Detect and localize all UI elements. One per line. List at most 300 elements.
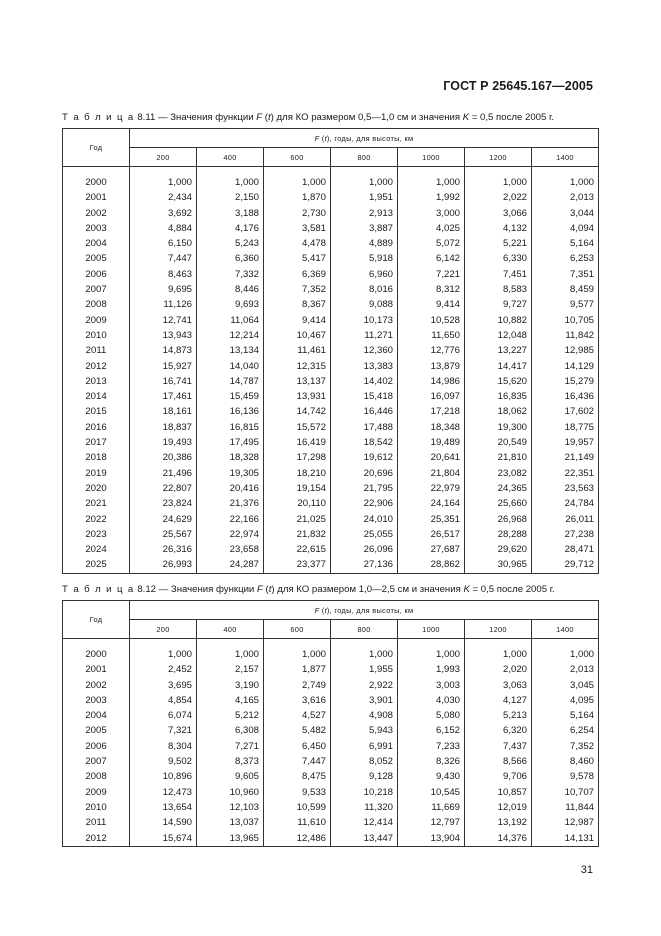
value-cell: 1,000 (331, 647, 398, 662)
value-cell: 9,693 (197, 297, 264, 312)
value-cell: 1,955 (331, 662, 398, 677)
year-cell: 2008 (63, 769, 130, 784)
value-cell: 20,696 (331, 466, 398, 481)
value-cell: 10,882 (465, 313, 532, 328)
value-cell: 18,348 (398, 420, 465, 435)
value-cell: 8,463 (130, 267, 197, 282)
value-cell: 13,654 (130, 800, 197, 815)
value-cell: 16,741 (130, 374, 197, 389)
year-cell: 2024 (63, 542, 130, 557)
value-cell: 9,533 (264, 785, 331, 800)
value-cell: 13,943 (130, 328, 197, 343)
value-cell: 13,965 (197, 831, 264, 847)
value-cell: 15,418 (331, 389, 398, 404)
value-cell: 1,000 (264, 175, 331, 190)
spacer-cell (63, 639, 130, 648)
value-cell: 6,253 (532, 251, 599, 266)
value-cell: 22,615 (264, 542, 331, 557)
value-cell: 7,447 (264, 754, 331, 769)
value-cell: 6,360 (197, 251, 264, 266)
value-cell: 10,705 (532, 313, 599, 328)
value-cell: 9,577 (532, 297, 599, 312)
value-cell: 11,320 (331, 800, 398, 815)
value-cell: 2,452 (130, 662, 197, 677)
value-cell: 13,037 (197, 815, 264, 830)
altitude-group-header: F (t), годы, для высоты, км (130, 601, 599, 620)
value-cell: 16,136 (197, 404, 264, 419)
value-cell: 18,542 (331, 435, 398, 450)
value-cell: 26,316 (130, 542, 197, 557)
value-cell: 11,064 (197, 313, 264, 328)
data-table (62, 128, 599, 574)
year-cell: 2002 (63, 206, 130, 221)
table-row (63, 800, 599, 815)
value-cell: 17,298 (264, 450, 331, 465)
year-cell: 2006 (63, 739, 130, 754)
value-cell: 4,527 (264, 708, 331, 723)
document-number: ГОСТ Р 25645.167—2005 (443, 79, 593, 93)
value-cell: 7,451 (465, 267, 532, 282)
value-cell: 8,326 (398, 754, 465, 769)
value-cell: 9,430 (398, 769, 465, 784)
value-cell: 10,218 (331, 785, 398, 800)
value-cell: 16,436 (532, 389, 599, 404)
value-cell: 8,583 (465, 282, 532, 297)
value-cell: 21,149 (532, 450, 599, 465)
spacer-cell (465, 639, 532, 648)
value-cell: 3,063 (465, 678, 532, 693)
value-cell: 8,460 (532, 754, 599, 769)
value-cell: 1,000 (532, 175, 599, 190)
value-cell: 1,000 (197, 175, 264, 190)
value-cell: 10,599 (264, 800, 331, 815)
value-cell: 21,376 (197, 496, 264, 511)
value-cell: 22,906 (331, 496, 398, 511)
altitude-column-header: 1400 (532, 148, 599, 167)
value-cell: 8,475 (264, 769, 331, 784)
table-row (63, 175, 599, 190)
table-caption: Т а б л и ц а 8.11 — Значения функции F (t) для КО размером 0,5—1,0 см и значения K = 0,5 после 2005 г. (62, 112, 554, 123)
value-cell: 5,918 (331, 251, 398, 266)
year-cell: 2012 (63, 359, 130, 374)
table-row (63, 328, 599, 343)
spacer-cell (264, 639, 331, 648)
value-cell: 16,097 (398, 389, 465, 404)
spacer-cell (130, 639, 197, 648)
table-row (63, 527, 599, 542)
value-cell: 3,045 (532, 678, 599, 693)
value-cell: 6,369 (264, 267, 331, 282)
value-cell: 17,218 (398, 404, 465, 419)
value-cell: 9,578 (532, 769, 599, 784)
value-cell: 4,025 (398, 221, 465, 236)
value-cell: 25,567 (130, 527, 197, 542)
table-row (63, 297, 599, 312)
value-cell: 24,010 (331, 512, 398, 527)
table-row (63, 190, 599, 205)
value-cell: 8,566 (465, 754, 532, 769)
value-cell: 6,330 (465, 251, 532, 266)
value-cell: 7,447 (130, 251, 197, 266)
value-cell: 7,321 (130, 723, 197, 738)
altitude-column-header: 800 (331, 148, 398, 167)
value-cell: 7,351 (532, 267, 599, 282)
table-row (63, 313, 599, 328)
value-cell: 2,434 (130, 190, 197, 205)
altitude-column-header: 200 (130, 620, 197, 639)
year-cell: 2017 (63, 435, 130, 450)
year-cell: 2018 (63, 450, 130, 465)
value-cell: 4,127 (465, 693, 532, 708)
value-cell: 12,019 (465, 800, 532, 815)
table-row (63, 481, 599, 496)
value-cell: 7,221 (398, 267, 465, 282)
value-cell: 14,986 (398, 374, 465, 389)
value-cell: 20,110 (264, 496, 331, 511)
spacer-cell (398, 639, 465, 648)
altitude-column-header: 600 (264, 148, 331, 167)
value-cell: 5,072 (398, 236, 465, 251)
value-cell: 16,446 (331, 404, 398, 419)
value-cell: 1,000 (130, 175, 197, 190)
value-cell: 19,300 (465, 420, 532, 435)
year-column-header: Год (63, 601, 130, 639)
year-cell: 2008 (63, 297, 130, 312)
value-cell: 3,695 (130, 678, 197, 693)
value-cell: 12,315 (264, 359, 331, 374)
value-cell: 23,658 (197, 542, 264, 557)
value-cell: 17,602 (532, 404, 599, 419)
value-cell: 10,896 (130, 769, 197, 784)
table-row (63, 450, 599, 465)
table-row (63, 662, 599, 677)
table-row (63, 739, 599, 754)
altitude-column-header: 400 (197, 148, 264, 167)
year-cell: 2022 (63, 512, 130, 527)
value-cell: 5,221 (465, 236, 532, 251)
value-cell: 23,563 (532, 481, 599, 496)
value-cell: 8,052 (331, 754, 398, 769)
value-cell: 12,776 (398, 343, 465, 358)
value-cell: 3,616 (264, 693, 331, 708)
table-caption: Т а б л и ц а 8.12 — Значения функции F (t) для КО размером 1,0—2,5 см и значения K = 0,5 после 2005 г. (62, 584, 555, 595)
value-cell: 2,749 (264, 678, 331, 693)
value-cell: 2,013 (532, 190, 599, 205)
value-cell: 5,080 (398, 708, 465, 723)
value-cell: 5,243 (197, 236, 264, 251)
value-cell: 10,528 (398, 313, 465, 328)
value-cell: 27,136 (331, 557, 398, 573)
value-cell: 5,212 (197, 708, 264, 723)
value-cell: 14,129 (532, 359, 599, 374)
value-cell: 6,450 (264, 739, 331, 754)
value-cell: 24,164 (398, 496, 465, 511)
year-cell: 2012 (63, 831, 130, 847)
value-cell: 22,979 (398, 481, 465, 496)
value-cell: 25,055 (331, 527, 398, 542)
value-cell: 24,287 (197, 557, 264, 573)
value-cell: 4,094 (532, 221, 599, 236)
value-cell: 3,581 (264, 221, 331, 236)
value-cell: 28,471 (532, 542, 599, 557)
value-cell: 24,629 (130, 512, 197, 527)
value-cell: 2,022 (465, 190, 532, 205)
table-row (63, 466, 599, 481)
value-cell: 1,000 (130, 647, 197, 662)
value-cell: 12,985 (532, 343, 599, 358)
altitude-column-header: 1200 (465, 620, 532, 639)
table-row (63, 693, 599, 708)
spacer-cell (197, 639, 264, 648)
value-cell: 9,088 (331, 297, 398, 312)
value-cell: 8,459 (532, 282, 599, 297)
value-cell: 13,383 (331, 359, 398, 374)
value-cell: 1,000 (532, 647, 599, 662)
value-cell: 15,620 (465, 374, 532, 389)
value-cell: 12,414 (331, 815, 398, 830)
spacer-cell (197, 167, 264, 176)
value-cell: 8,446 (197, 282, 264, 297)
value-cell: 8,304 (130, 739, 197, 754)
value-cell: 12,048 (465, 328, 532, 343)
value-cell: 3,003 (398, 678, 465, 693)
value-cell: 1,877 (264, 662, 331, 677)
table-row (63, 647, 599, 662)
year-cell: 2004 (63, 236, 130, 251)
value-cell: 6,960 (331, 267, 398, 282)
value-cell: 14,376 (465, 831, 532, 847)
value-cell: 6,254 (532, 723, 599, 738)
table-row (63, 435, 599, 450)
value-cell: 16,815 (197, 420, 264, 435)
spacer-cell (532, 167, 599, 176)
table-row (63, 723, 599, 738)
value-cell: 14,131 (532, 831, 599, 847)
value-cell: 30,965 (465, 557, 532, 573)
value-cell: 3,000 (398, 206, 465, 221)
year-cell: 2023 (63, 527, 130, 542)
value-cell: 21,832 (264, 527, 331, 542)
value-cell: 16,835 (465, 389, 532, 404)
year-cell: 2003 (63, 221, 130, 236)
value-cell: 4,176 (197, 221, 264, 236)
spacer-cell (264, 167, 331, 176)
value-cell: 25,351 (398, 512, 465, 527)
table-row (63, 206, 599, 221)
year-cell: 2007 (63, 754, 130, 769)
spacer-cell (465, 167, 532, 176)
year-cell: 2001 (63, 190, 130, 205)
value-cell: 1,000 (398, 647, 465, 662)
value-cell: 4,478 (264, 236, 331, 251)
value-cell: 2,157 (197, 662, 264, 677)
value-cell: 5,213 (465, 708, 532, 723)
value-cell: 9,727 (465, 297, 532, 312)
page-number: 31 (580, 864, 593, 876)
value-cell: 19,305 (197, 466, 264, 481)
value-cell: 8,312 (398, 282, 465, 297)
data-table (62, 600, 599, 847)
value-cell: 6,320 (465, 723, 532, 738)
value-cell: 4,132 (465, 221, 532, 236)
value-cell: 3,901 (331, 693, 398, 708)
table-row (63, 831, 599, 847)
value-cell: 2,013 (532, 662, 599, 677)
value-cell: 19,957 (532, 435, 599, 450)
value-cell: 7,437 (465, 739, 532, 754)
value-cell: 5,943 (331, 723, 398, 738)
value-cell: 12,797 (398, 815, 465, 830)
table-row (63, 389, 599, 404)
value-cell: 12,214 (197, 328, 264, 343)
value-cell: 13,137 (264, 374, 331, 389)
value-cell: 19,493 (130, 435, 197, 450)
value-cell: 21,496 (130, 466, 197, 481)
value-cell: 18,062 (465, 404, 532, 419)
table-row (63, 343, 599, 358)
year-cell: 2011 (63, 815, 130, 830)
value-cell: 2,913 (331, 206, 398, 221)
value-cell: 17,495 (197, 435, 264, 450)
table-row (63, 359, 599, 374)
year-cell: 2009 (63, 313, 130, 328)
table-row (63, 374, 599, 389)
value-cell: 8,367 (264, 297, 331, 312)
value-cell: 3,692 (130, 206, 197, 221)
year-cell: 2003 (63, 693, 130, 708)
year-cell: 2010 (63, 328, 130, 343)
value-cell: 9,605 (197, 769, 264, 784)
year-cell: 2013 (63, 374, 130, 389)
table-row (63, 236, 599, 251)
value-cell: 21,804 (398, 466, 465, 481)
value-cell: 3,190 (197, 678, 264, 693)
table-row (63, 282, 599, 297)
value-cell: 14,787 (197, 374, 264, 389)
year-cell: 2009 (63, 785, 130, 800)
value-cell: 19,154 (264, 481, 331, 496)
value-cell: 9,128 (331, 769, 398, 784)
value-cell: 26,993 (130, 557, 197, 573)
value-cell: 13,879 (398, 359, 465, 374)
value-cell: 26,968 (465, 512, 532, 527)
value-cell: 3,188 (197, 206, 264, 221)
value-cell: 13,931 (264, 389, 331, 404)
value-cell: 6,074 (130, 708, 197, 723)
value-cell: 9,414 (264, 313, 331, 328)
altitude-column-header: 1000 (398, 148, 465, 167)
value-cell: 28,288 (465, 527, 532, 542)
value-cell: 18,328 (197, 450, 264, 465)
value-cell: 11,271 (331, 328, 398, 343)
table-row (63, 496, 599, 511)
value-cell: 14,590 (130, 815, 197, 830)
value-cell: 12,103 (197, 800, 264, 815)
value-cell: 20,386 (130, 450, 197, 465)
value-cell: 24,784 (532, 496, 599, 511)
value-cell: 13,447 (331, 831, 398, 847)
value-cell: 12,741 (130, 313, 197, 328)
table-row (63, 512, 599, 527)
value-cell: 6,150 (130, 236, 197, 251)
value-cell: 13,227 (465, 343, 532, 358)
spacer-cell (331, 167, 398, 176)
value-cell: 1,992 (398, 190, 465, 205)
value-cell: 9,695 (130, 282, 197, 297)
value-cell: 18,210 (264, 466, 331, 481)
altitude-column-header: 600 (264, 620, 331, 639)
value-cell: 28,862 (398, 557, 465, 573)
table-row (63, 769, 599, 784)
year-cell: 2014 (63, 389, 130, 404)
value-cell: 13,192 (465, 815, 532, 830)
value-cell: 18,161 (130, 404, 197, 419)
year-cell: 2000 (63, 647, 130, 662)
spacer-cell (63, 167, 130, 176)
value-cell: 11,461 (264, 343, 331, 358)
value-cell: 6,142 (398, 251, 465, 266)
value-cell: 2,020 (465, 662, 532, 677)
altitude-column-header: 1200 (465, 148, 532, 167)
spacer-row (63, 639, 599, 648)
value-cell: 1,951 (331, 190, 398, 205)
year-cell: 2006 (63, 267, 130, 282)
value-cell: 3,887 (331, 221, 398, 236)
value-cell: 11,610 (264, 815, 331, 830)
value-cell: 29,712 (532, 557, 599, 573)
table-row (63, 678, 599, 693)
value-cell: 14,873 (130, 343, 197, 358)
table-row (63, 420, 599, 435)
value-cell: 2,922 (331, 678, 398, 693)
altitude-column-header: 1000 (398, 620, 465, 639)
altitude-column-header: 400 (197, 620, 264, 639)
value-cell: 4,908 (331, 708, 398, 723)
year-cell: 2020 (63, 481, 130, 496)
value-cell: 5,164 (532, 236, 599, 251)
value-cell: 1,000 (465, 175, 532, 190)
table-row (63, 785, 599, 800)
value-cell: 26,096 (331, 542, 398, 557)
value-cell: 3,044 (532, 206, 599, 221)
value-cell: 5,482 (264, 723, 331, 738)
value-cell: 7,233 (398, 739, 465, 754)
table-row (63, 557, 599, 573)
value-cell: 25,660 (465, 496, 532, 511)
value-cell: 15,927 (130, 359, 197, 374)
value-cell: 27,238 (532, 527, 599, 542)
year-cell: 2016 (63, 420, 130, 435)
value-cell: 4,854 (130, 693, 197, 708)
value-cell: 3,066 (465, 206, 532, 221)
value-cell: 12,987 (532, 815, 599, 830)
value-cell: 27,687 (398, 542, 465, 557)
value-cell: 9,502 (130, 754, 197, 769)
value-cell: 11,669 (398, 800, 465, 815)
table-row (63, 754, 599, 769)
value-cell: 16,419 (264, 435, 331, 450)
year-cell: 2001 (63, 662, 130, 677)
value-cell: 4,165 (197, 693, 264, 708)
value-cell: 11,842 (532, 328, 599, 343)
table-row (63, 542, 599, 557)
value-cell: 9,414 (398, 297, 465, 312)
value-cell: 2,730 (264, 206, 331, 221)
value-cell: 20,641 (398, 450, 465, 465)
value-cell: 1,870 (264, 190, 331, 205)
value-cell: 1,000 (465, 647, 532, 662)
spacer-cell (331, 639, 398, 648)
